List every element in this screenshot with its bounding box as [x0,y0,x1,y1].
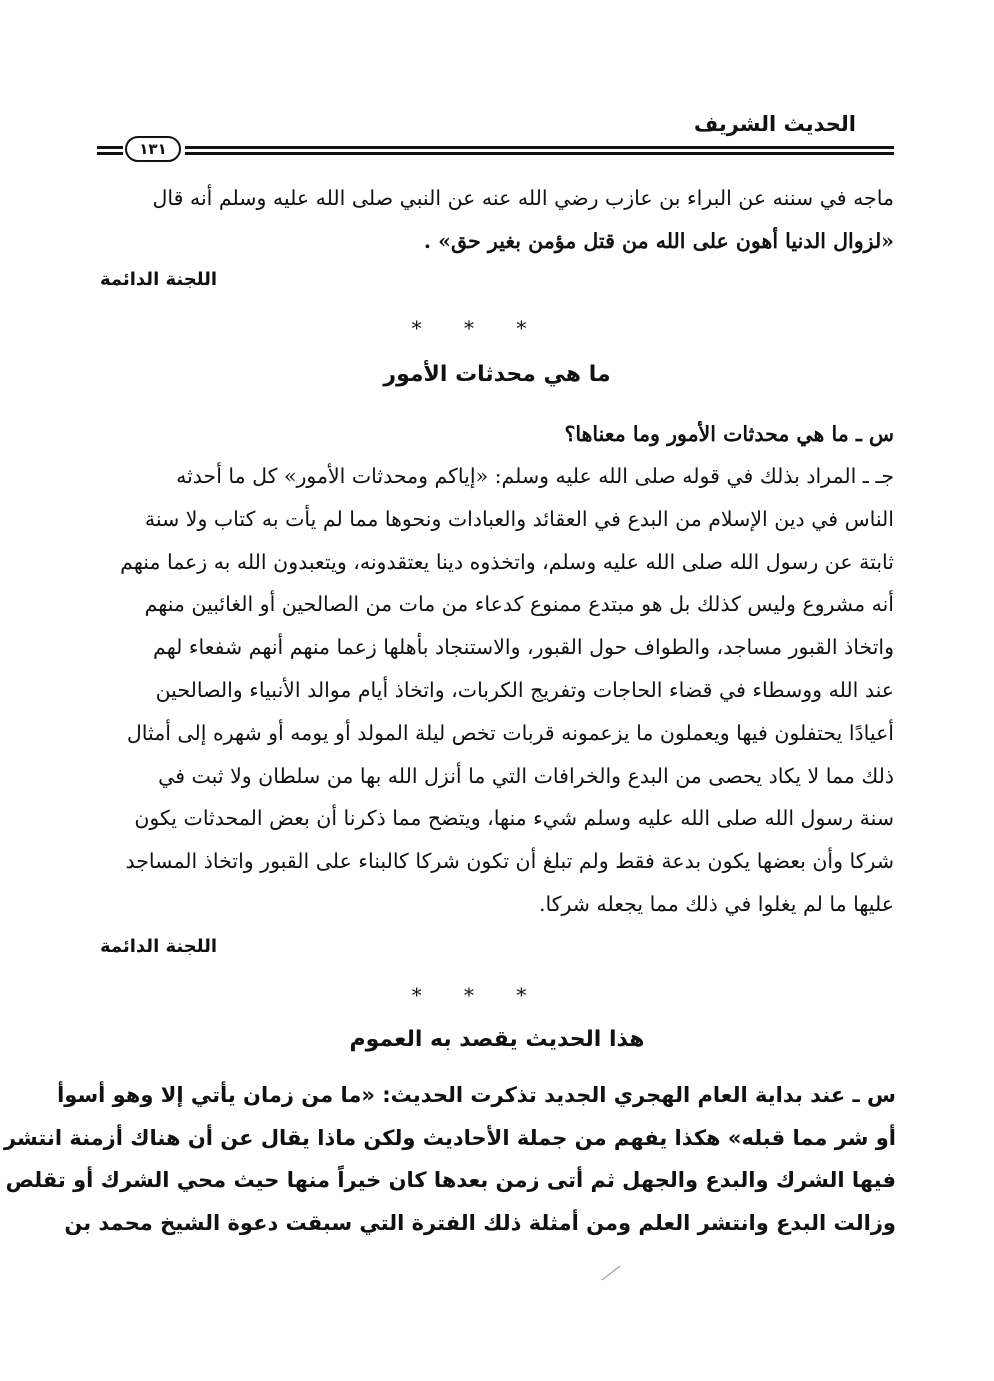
question [100,413,894,456]
section-separator: * * * [411,316,545,340]
paragraph-continuation [100,177,894,263]
answer-line: الناس في دين الإسلام من البدع في العقائد والعبادات ونحوها مما لم يأت به كتاب ولا سنة [144,506,894,531]
rule-line [185,146,894,149]
running-title: الحديث الشريف [693,112,856,136]
rule-line [97,146,123,149]
header-rule [97,136,894,166]
text-line: ماجه في سننه عن البراء بن عازب رضي الله عنه عن النبي صلى الله عليه وسلم أنه قال [152,186,894,210]
question [3,1074,896,1244]
answer-line: سنة رسول الله صلى الله عليه وسلم شيء منها، ويتضح مما ذكرنا أن بعض المحدثات يكون [134,806,894,831]
page-number: ١٣١ [125,136,181,162]
section-separator: * * * [411,983,545,1007]
section-heading: هذا الحديث يقصد به العموم [349,1027,645,1052]
answer-line: شركا وأن بعضها يكون بدعة فقط ولم تبلغ أن تكون شركا كالبناء على القبور واتخاذ المساجد [125,849,894,874]
question-line: س ـ عند بداية العام الهجري الجديد تذكرت الحديث: «ما من زمان يأتي إلا وهو أسوأ [57,1083,896,1107]
signature-permanent-committee: اللجنة الدائمة [100,269,218,290]
answer-line: أعيادًا يحتفلون فيها ويعملون ما يزعمونه قربات تخص ليلة المولد أو يومه أو شهره إلى أمثال [126,720,894,745]
answer-line: عند الله ووسطاء في قضاء الحاجات وتفريج الكربات، واتخاذ أيام موالد الأنبياء والصالحين [155,677,894,702]
answer [100,455,894,926]
question-line: وزالت البدع وانتشر العلم ومن أمثلة ذلك الفترة التي سبقت دعوة الشيخ محمد بن [64,1210,896,1235]
answer-line: عليها ما لم يغلوا في ذلك مما يجعله شركا. [538,891,894,916]
answer-line: جـ ـ المراد بذلك في قوله صلى الله عليه وسلم: «إياكم ومحدثات الأمور» كل ما أحدثه [176,464,894,488]
question-line: أو شر مما قبله» هكذا يفهم من جملة الأحاديث ولكن ماذا يقال عن أن هناك أزمنة انتشر [3,1125,896,1150]
section-heading: ما هي محدثات الأمور [383,362,611,387]
hadith-quote-line: «لزوال الدنيا أهون على الله من قتل مؤمن بغير حق» . [423,228,894,253]
question-line: س ـ ما هي محدثات الأمور وما معناها؟ [564,422,894,446]
answer-line: أنه مشروع وليس كذلك بل هو مبتدع ممنوع كدعاء من مات من الصالحين أو الغائبين منهم [144,592,894,617]
answer-line: ذلك مما لا يكاد يحصى من البدع والخرافات التي ما أنزل الله بها من سلطان ولا ثبت في [158,763,894,788]
answer-line: واتخاذ القبور مساجد، والطواف حول القبور، والاستنجاد بأهلها زعما منهم أنهم شفعاء لهم [153,635,894,660]
question-line: فيها الشرك والبدع والجهل ثم أتى زمن بعدها كان خيراً منها حيث محي الشرك أو تقلص [5,1168,896,1192]
stray-pen-mark [598,1262,626,1284]
rule-line [185,152,894,155]
signature-permanent-committee: اللجنة الدائمة [100,936,218,957]
answer-line: ثابتة عن رسول الله صلى الله عليه وسلم، واتخذوه دينا يعتقدونه، ويتعبدون الله به زعما منهم [120,549,894,574]
rule-line [97,152,123,155]
